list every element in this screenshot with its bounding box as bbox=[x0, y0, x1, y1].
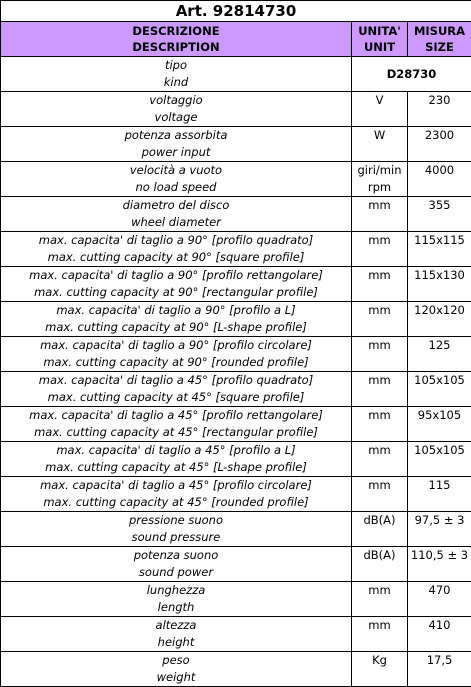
row-value bbox=[408, 127, 471, 162]
description-en: weight bbox=[1, 669, 351, 686]
table-row bbox=[1, 232, 471, 267]
description-en: max. cutting capacity at 45° [square profile] bbox=[1, 389, 351, 406]
unit-label: giri/min bbox=[352, 162, 407, 179]
row-value bbox=[408, 197, 471, 232]
unit-label: mm bbox=[352, 372, 407, 389]
unit-label: mm bbox=[352, 617, 407, 634]
header-description bbox=[1, 22, 352, 57]
table-row bbox=[1, 267, 471, 302]
description-it: max. capacita' di taglio a 45° [profilo a L] bbox=[1, 442, 351, 459]
row-unit bbox=[352, 372, 408, 407]
value-label: 95x105 bbox=[408, 407, 471, 424]
table-row bbox=[1, 477, 471, 512]
unit-label: dB(A) bbox=[352, 512, 407, 529]
table-row bbox=[1, 407, 471, 442]
value-label: 125 bbox=[408, 337, 471, 354]
unit-label: mm bbox=[352, 302, 407, 319]
row-description bbox=[1, 582, 352, 617]
header-size-it: MISURA bbox=[408, 23, 471, 39]
table-row bbox=[1, 92, 471, 127]
row-value bbox=[408, 512, 471, 547]
description-it: peso bbox=[1, 652, 351, 669]
row-value bbox=[408, 582, 471, 617]
description-en: max. cutting capacity at 45° [rounded profile] bbox=[1, 494, 351, 511]
description-it: tipo bbox=[1, 57, 351, 74]
table-row bbox=[1, 582, 471, 617]
description-en: sound pressure bbox=[1, 529, 351, 546]
description-en: max. cutting capacity at 45° [rectangular profile] bbox=[1, 424, 351, 441]
header-size bbox=[408, 22, 471, 57]
row-description bbox=[1, 512, 352, 547]
description-it: altezza bbox=[1, 617, 351, 634]
table-row bbox=[1, 57, 471, 92]
row-value bbox=[408, 547, 471, 582]
row-description bbox=[1, 617, 352, 652]
row-unit bbox=[352, 337, 408, 372]
description-it: max. capacita' di taglio a 45° [profilo rettangolare] bbox=[1, 407, 351, 424]
row-description bbox=[1, 442, 352, 477]
row-unit bbox=[352, 92, 408, 127]
description-en: max. cutting capacity at 90° [L-shape profile] bbox=[1, 319, 351, 336]
description-en: length bbox=[1, 599, 351, 616]
table-row bbox=[1, 302, 471, 337]
row-description bbox=[1, 372, 352, 407]
unit-label: W bbox=[352, 127, 407, 144]
unit-label-secondary: rpm bbox=[352, 179, 407, 196]
description-it: pressione suono bbox=[1, 512, 351, 529]
header-description-it: DESCRIZIONE bbox=[1, 23, 351, 39]
unit-label: dB(A) bbox=[352, 547, 407, 564]
table-row bbox=[1, 372, 471, 407]
header-unit bbox=[352, 22, 408, 57]
row-description bbox=[1, 232, 352, 267]
value-label: 470 bbox=[408, 582, 471, 599]
unit-label: mm bbox=[352, 337, 407, 354]
table-row bbox=[1, 512, 471, 547]
value-label: 17,5 bbox=[408, 652, 471, 669]
header-description-en: DESCRIPTION bbox=[1, 39, 351, 55]
description-en: height bbox=[1, 634, 351, 651]
description-en: voltage bbox=[1, 109, 351, 126]
description-en: max. cutting capacity at 90° [rounded profile] bbox=[1, 354, 351, 371]
table-row bbox=[1, 442, 471, 477]
unit-label: mm bbox=[352, 407, 407, 424]
row-value bbox=[408, 162, 471, 197]
row-unit bbox=[352, 232, 408, 267]
row-description bbox=[1, 652, 352, 687]
description-it: max. capacita' di taglio a 45° [profilo circolare] bbox=[1, 477, 351, 494]
row-unit bbox=[352, 477, 408, 512]
description-en: no load speed bbox=[1, 179, 351, 196]
row-description bbox=[1, 197, 352, 232]
row-value bbox=[408, 337, 471, 372]
value-label: 105x105 bbox=[408, 372, 471, 389]
row-unit bbox=[352, 302, 408, 337]
unit-label: mm bbox=[352, 477, 407, 494]
row-unit bbox=[352, 617, 408, 652]
row-description bbox=[1, 267, 352, 302]
value-label: 120x120 bbox=[408, 302, 471, 319]
value-label: 410 bbox=[408, 617, 471, 634]
header-row bbox=[1, 22, 471, 57]
header-unit-it: UNITA' bbox=[352, 23, 407, 39]
row-description bbox=[1, 92, 352, 127]
row-value bbox=[408, 442, 471, 477]
row-value bbox=[408, 617, 471, 652]
value-label: 355 bbox=[408, 197, 471, 214]
row-description bbox=[1, 127, 352, 162]
row-value bbox=[408, 267, 471, 302]
description-en: max. cutting capacity at 45° [L-shape profile] bbox=[1, 459, 351, 476]
header-unit-en: UNIT bbox=[352, 39, 407, 55]
row-unit bbox=[352, 162, 408, 197]
table-row bbox=[1, 127, 471, 162]
table-row bbox=[1, 197, 471, 232]
row-value bbox=[408, 477, 471, 512]
description-it: max. capacita' di taglio a 45° [profilo quadrato] bbox=[1, 372, 351, 389]
row-description bbox=[1, 337, 352, 372]
value-label: 97,5 ± 3 bbox=[408, 512, 471, 529]
row-unit bbox=[352, 197, 408, 232]
unit-label: V bbox=[352, 92, 407, 109]
value-label: 115x115 bbox=[408, 232, 471, 249]
description-it: lunghezza bbox=[1, 582, 351, 599]
row-unit bbox=[352, 512, 408, 547]
description-it: max. capacita' di taglio a 90° [profilo quadrato] bbox=[1, 232, 351, 249]
description-en: kind bbox=[1, 74, 351, 91]
description-it: potenza suono bbox=[1, 547, 351, 564]
row-description bbox=[1, 407, 352, 442]
table-row bbox=[1, 652, 471, 687]
value-label: 115 bbox=[408, 477, 471, 494]
value-label: 115x130 bbox=[408, 267, 471, 284]
row-value bbox=[408, 407, 471, 442]
description-it: voltaggio bbox=[1, 92, 351, 109]
row-value bbox=[408, 372, 471, 407]
row-description bbox=[1, 302, 352, 337]
row-unit bbox=[352, 582, 408, 617]
description-en: power input bbox=[1, 144, 351, 161]
description-en: max. cutting capacity at 90° [square profile] bbox=[1, 249, 351, 266]
description-it: potenza assorbita bbox=[1, 127, 351, 144]
value-label: 4000 bbox=[408, 162, 471, 179]
value-label: 110,5 ± 3 bbox=[408, 547, 471, 564]
unit-label: mm bbox=[352, 582, 407, 599]
value-label: 2300 bbox=[408, 127, 471, 144]
row-description bbox=[1, 547, 352, 582]
description-it: velocità a vuoto bbox=[1, 162, 351, 179]
row-unit bbox=[352, 407, 408, 442]
row-value bbox=[408, 92, 471, 127]
value-label: 230 bbox=[408, 92, 471, 109]
row-unit bbox=[352, 652, 408, 687]
description-it: max. capacita' di taglio a 90° [profilo circolare] bbox=[1, 337, 351, 354]
row-unit bbox=[352, 442, 408, 477]
article-title: Art. 92814730 bbox=[1, 1, 471, 22]
model-value: D28730 bbox=[352, 57, 471, 92]
description-en: sound power bbox=[1, 564, 351, 581]
row-unit bbox=[352, 547, 408, 582]
table-row bbox=[1, 617, 471, 652]
row-unit bbox=[352, 267, 408, 302]
row-value bbox=[408, 232, 471, 267]
row-description bbox=[1, 57, 352, 92]
unit-label: mm bbox=[352, 267, 407, 284]
description-it: max. capacita' di taglio a 90° [profilo a L] bbox=[1, 302, 351, 319]
header-size-en: SIZE bbox=[408, 39, 471, 55]
description-en: wheel diameter bbox=[1, 214, 351, 231]
title-row bbox=[1, 1, 471, 22]
description-it: max. capacita' di taglio a 90° [profilo rettangolare] bbox=[1, 267, 351, 284]
unit-label: mm bbox=[352, 442, 407, 459]
description-it: diametro del disco bbox=[1, 197, 351, 214]
row-description bbox=[1, 477, 352, 512]
value-label: 105x105 bbox=[408, 442, 471, 459]
table-row bbox=[1, 337, 471, 372]
row-value bbox=[408, 302, 471, 337]
table-row bbox=[1, 162, 471, 197]
row-value bbox=[408, 652, 471, 687]
row-unit bbox=[352, 127, 408, 162]
description-en: max. cutting capacity at 90° [rectangular profile] bbox=[1, 284, 351, 301]
unit-label: mm bbox=[352, 232, 407, 249]
unit-label: Kg bbox=[352, 652, 407, 669]
row-description bbox=[1, 162, 352, 197]
table-row bbox=[1, 547, 471, 582]
unit-label: mm bbox=[352, 197, 407, 214]
